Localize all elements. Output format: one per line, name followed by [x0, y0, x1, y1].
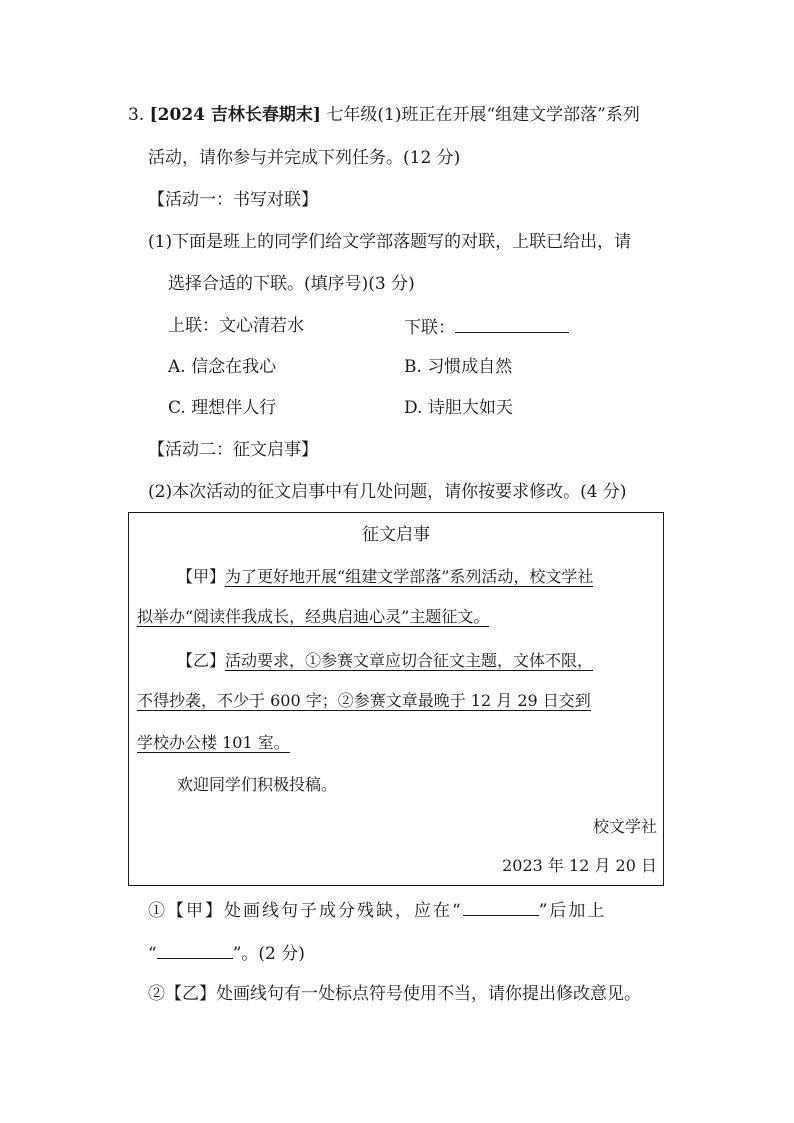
notice-signature: 校文学社 [592, 817, 657, 836]
subquestion-1-line2: 选择合适的下联。(填序号)(3 分) [168, 274, 415, 294]
option-key: D. [404, 398, 423, 418]
sub1-text: “ [148, 944, 157, 964]
notice-jia-line2 [137, 605, 489, 629]
jia-underlined-text: 拟举办“阅读伴我成长，经典启迪心灵”主题征文。 [137, 607, 490, 626]
option-a [168, 355, 276, 379]
subquestion-1-line1: (1)下面是班上的同学们给文学部落题写的对联，上联已给出，请 [148, 232, 632, 252]
option-text: 诗胆大如天 [427, 398, 513, 418]
question-header [128, 103, 640, 127]
jia-underlined-text: 为了更好地开展“组建文学部落”系列活动，校文学社 [225, 567, 594, 586]
sub1-text: ①【甲】处画线句子成分残缺，应在“ [148, 901, 463, 921]
yi-underlined-text: 不得抄袭，不少于 600 字；②参赛文章最晚于 12 月 29 日交到 [137, 691, 591, 710]
option-d [404, 396, 513, 420]
option-b [404, 355, 512, 379]
answer-blank-1[interactable] [463, 897, 539, 916]
option-text: 理想伴人行 [191, 398, 277, 418]
subquestion-2: (2)本次活动的征文启事中有几处问题，请你按要求修改。(4 分) [148, 482, 627, 502]
question-number: 3. [128, 105, 145, 125]
sub1-text: ”。(2 分) [232, 944, 305, 964]
yi-tag: 【乙】 [177, 651, 226, 670]
question-intro-2: 活动，请你参与并完成下列任务。(12 分) [148, 148, 461, 168]
sub-question-2: ②【乙】处画线句有一处标点符号使用不当，请你提出修改意见。 [148, 984, 641, 1004]
option-text: 信念在我心 [191, 357, 277, 377]
option-key: A. [168, 357, 186, 377]
yi-underlined-text: 学校办公楼 101 室。 [137, 733, 290, 752]
yi-underlined-text: 活动要求，①参赛文章应切合征文主题，文体不限， [225, 651, 594, 670]
option-c [168, 396, 276, 420]
notice-date: 2023 年 12 月 20 日 [502, 856, 657, 875]
lower-couplet [404, 314, 569, 340]
activity1-heading: 【活动一：书写对联】 [148, 190, 318, 210]
notice-jia-line1 [177, 565, 593, 589]
notice-welcome: 欢迎同学们积极投稿。 [177, 775, 338, 794]
sub1-text: ”后加上 [538, 901, 607, 921]
sub-question-1-cont [148, 940, 305, 966]
lower-couplet-blank[interactable] [455, 314, 569, 333]
question-source: [2024 吉林长春期末] [149, 105, 321, 125]
notice-yi-line1 [177, 649, 593, 673]
sub-question-1 [148, 897, 606, 923]
question-intro-1: 七年级(1)班正在开展“组建文学部落”系列 [326, 105, 640, 125]
answer-blank-2[interactable] [157, 940, 233, 959]
notice-yi-line3 [137, 731, 290, 755]
notice-title: 征文启事 [362, 525, 430, 545]
option-key: C. [168, 398, 186, 418]
notice-yi-line2 [137, 689, 591, 713]
upper-couplet: 上联：文心清若水 [168, 316, 304, 336]
lower-couplet-label: 下联： [404, 318, 455, 338]
option-text: 习惯成自然 [427, 357, 513, 377]
jia-tag: 【甲】 [177, 567, 226, 586]
option-key: B. [404, 357, 422, 377]
notice-box [128, 512, 664, 886]
activity2-heading: 【活动二：征文启事】 [148, 440, 318, 460]
